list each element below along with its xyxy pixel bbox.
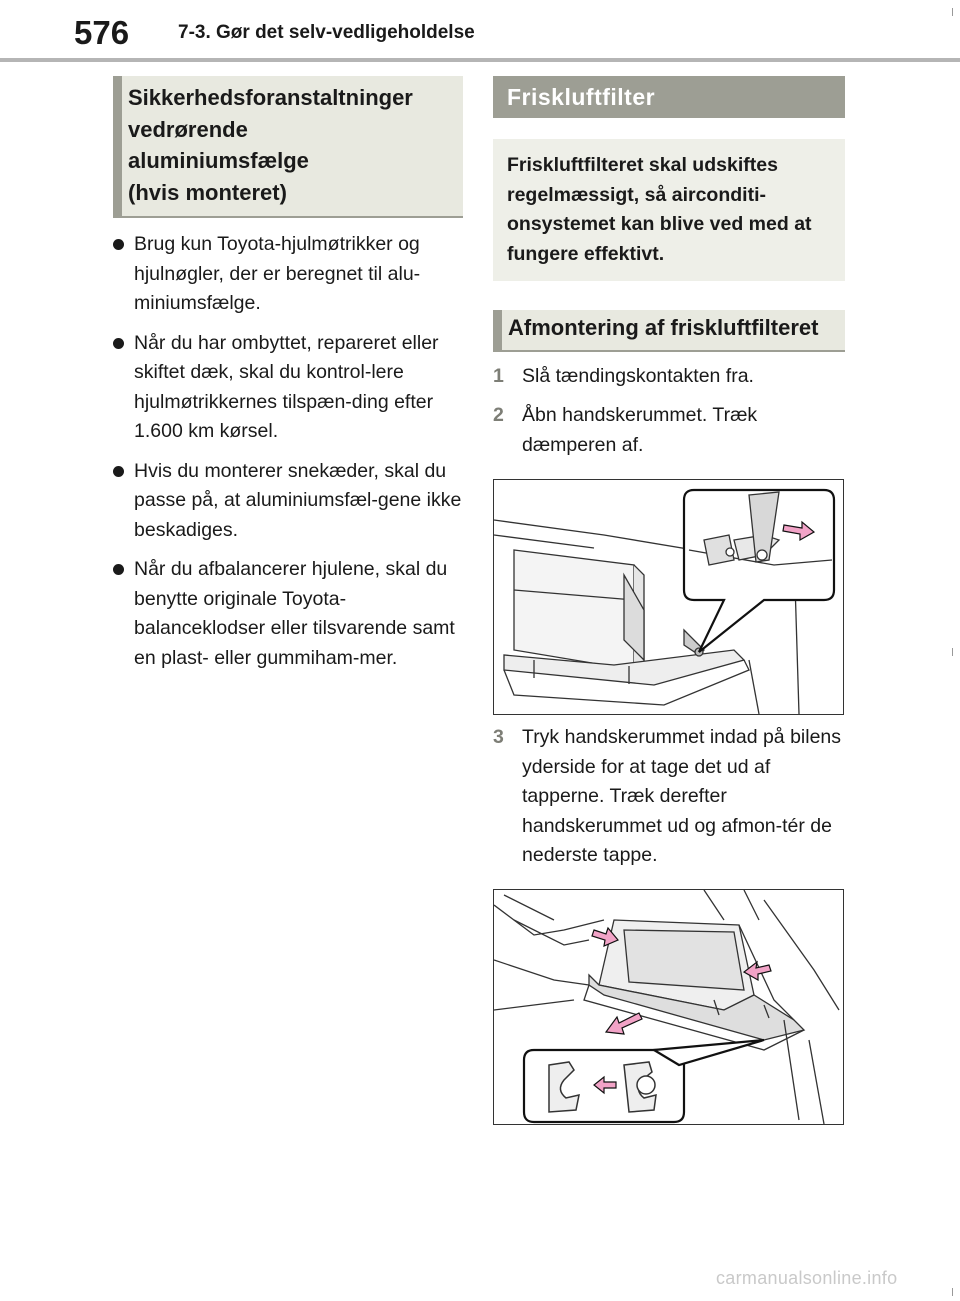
step-item — [493, 401, 845, 460]
heading-line: vedrørende — [128, 116, 248, 142]
steps-list — [493, 362, 845, 461]
removal-subheading: Afmontering af friskluftfilteret — [493, 310, 845, 352]
glovebox-damper-figure — [493, 479, 844, 715]
page-number: 576 — [74, 14, 130, 51]
section-title: Friskluftfilter — [493, 76, 845, 118]
list-item — [113, 457, 463, 546]
bullet-icon — [113, 564, 124, 575]
watermark: carmanualsonline.info — [716, 1268, 898, 1288]
precautions-list — [113, 230, 463, 673]
list-item — [113, 329, 463, 447]
list-item — [113, 555, 463, 673]
bullet-text: Brug kun Toyota-hjulmøtrikker og hjulnøgler, der er beregnet til alu-miniumsfælge. — [134, 233, 421, 314]
step-text: Tryk handskerummet indad på bilens yderside for at tage det ud af tapperne. Træk derefter handskerummet ud og afmon-tér de nederste tappe. — [522, 726, 842, 866]
step-item — [493, 362, 845, 392]
bullet-text: Når du har ombyttet, repareret eller skiftet dæk, skal du kontrol-lere hjulmøtrikkernes tilspæn-ding efter 1.600 km kørsel. — [134, 331, 439, 442]
step-number: 2 — [493, 404, 504, 426]
step-text: Åbn handskerummet. Træk dæmperen af. — [522, 404, 758, 456]
steps-list-continued — [493, 723, 845, 871]
bullet-icon — [113, 338, 124, 349]
crop-mark — [952, 8, 953, 16]
bullet-text: Når du afbalancerer hjulene, skal du benytte originale Toyota-balanceklodser eller tilsvarende samt en plast- eller gummiham-mer. — [134, 558, 455, 669]
bullet-icon — [113, 239, 124, 250]
step-number: 3 — [493, 726, 504, 748]
aluminium-rims-heading — [113, 76, 463, 218]
page-header — [0, 0, 960, 62]
heading-line: aluminiumsfælge — [128, 148, 309, 173]
crop-mark — [952, 1288, 953, 1296]
chapter-title: 7-3. Gør det selv-vedligeholdelse — [178, 22, 475, 43]
right-column — [493, 76, 845, 1125]
heading-line: Sikkerhedsforanstaltninger — [128, 85, 413, 110]
step-item — [493, 723, 845, 871]
step-text: Slå tændingskontakten fra. — [522, 364, 754, 387]
step-number: 1 — [493, 364, 504, 387]
bullet-text: Hvis du monterer snekæder, skal du passe på, at aluminiumsfæl-gene ikke beskadiges. — [134, 459, 462, 541]
heading-line: (hvis monteret) — [128, 179, 287, 205]
bullet-icon — [113, 466, 124, 477]
crop-mark — [952, 648, 953, 656]
left-column — [113, 76, 463, 683]
intro-box: Friskluftfilteret skal udskiftes regelmæssigt, så airconditi-onsystemet kan blive ved med at fungere effektivt. — [493, 139, 845, 281]
glovebox-removal-figure — [493, 889, 844, 1125]
header-divider — [0, 58, 960, 62]
list-item — [113, 230, 463, 319]
